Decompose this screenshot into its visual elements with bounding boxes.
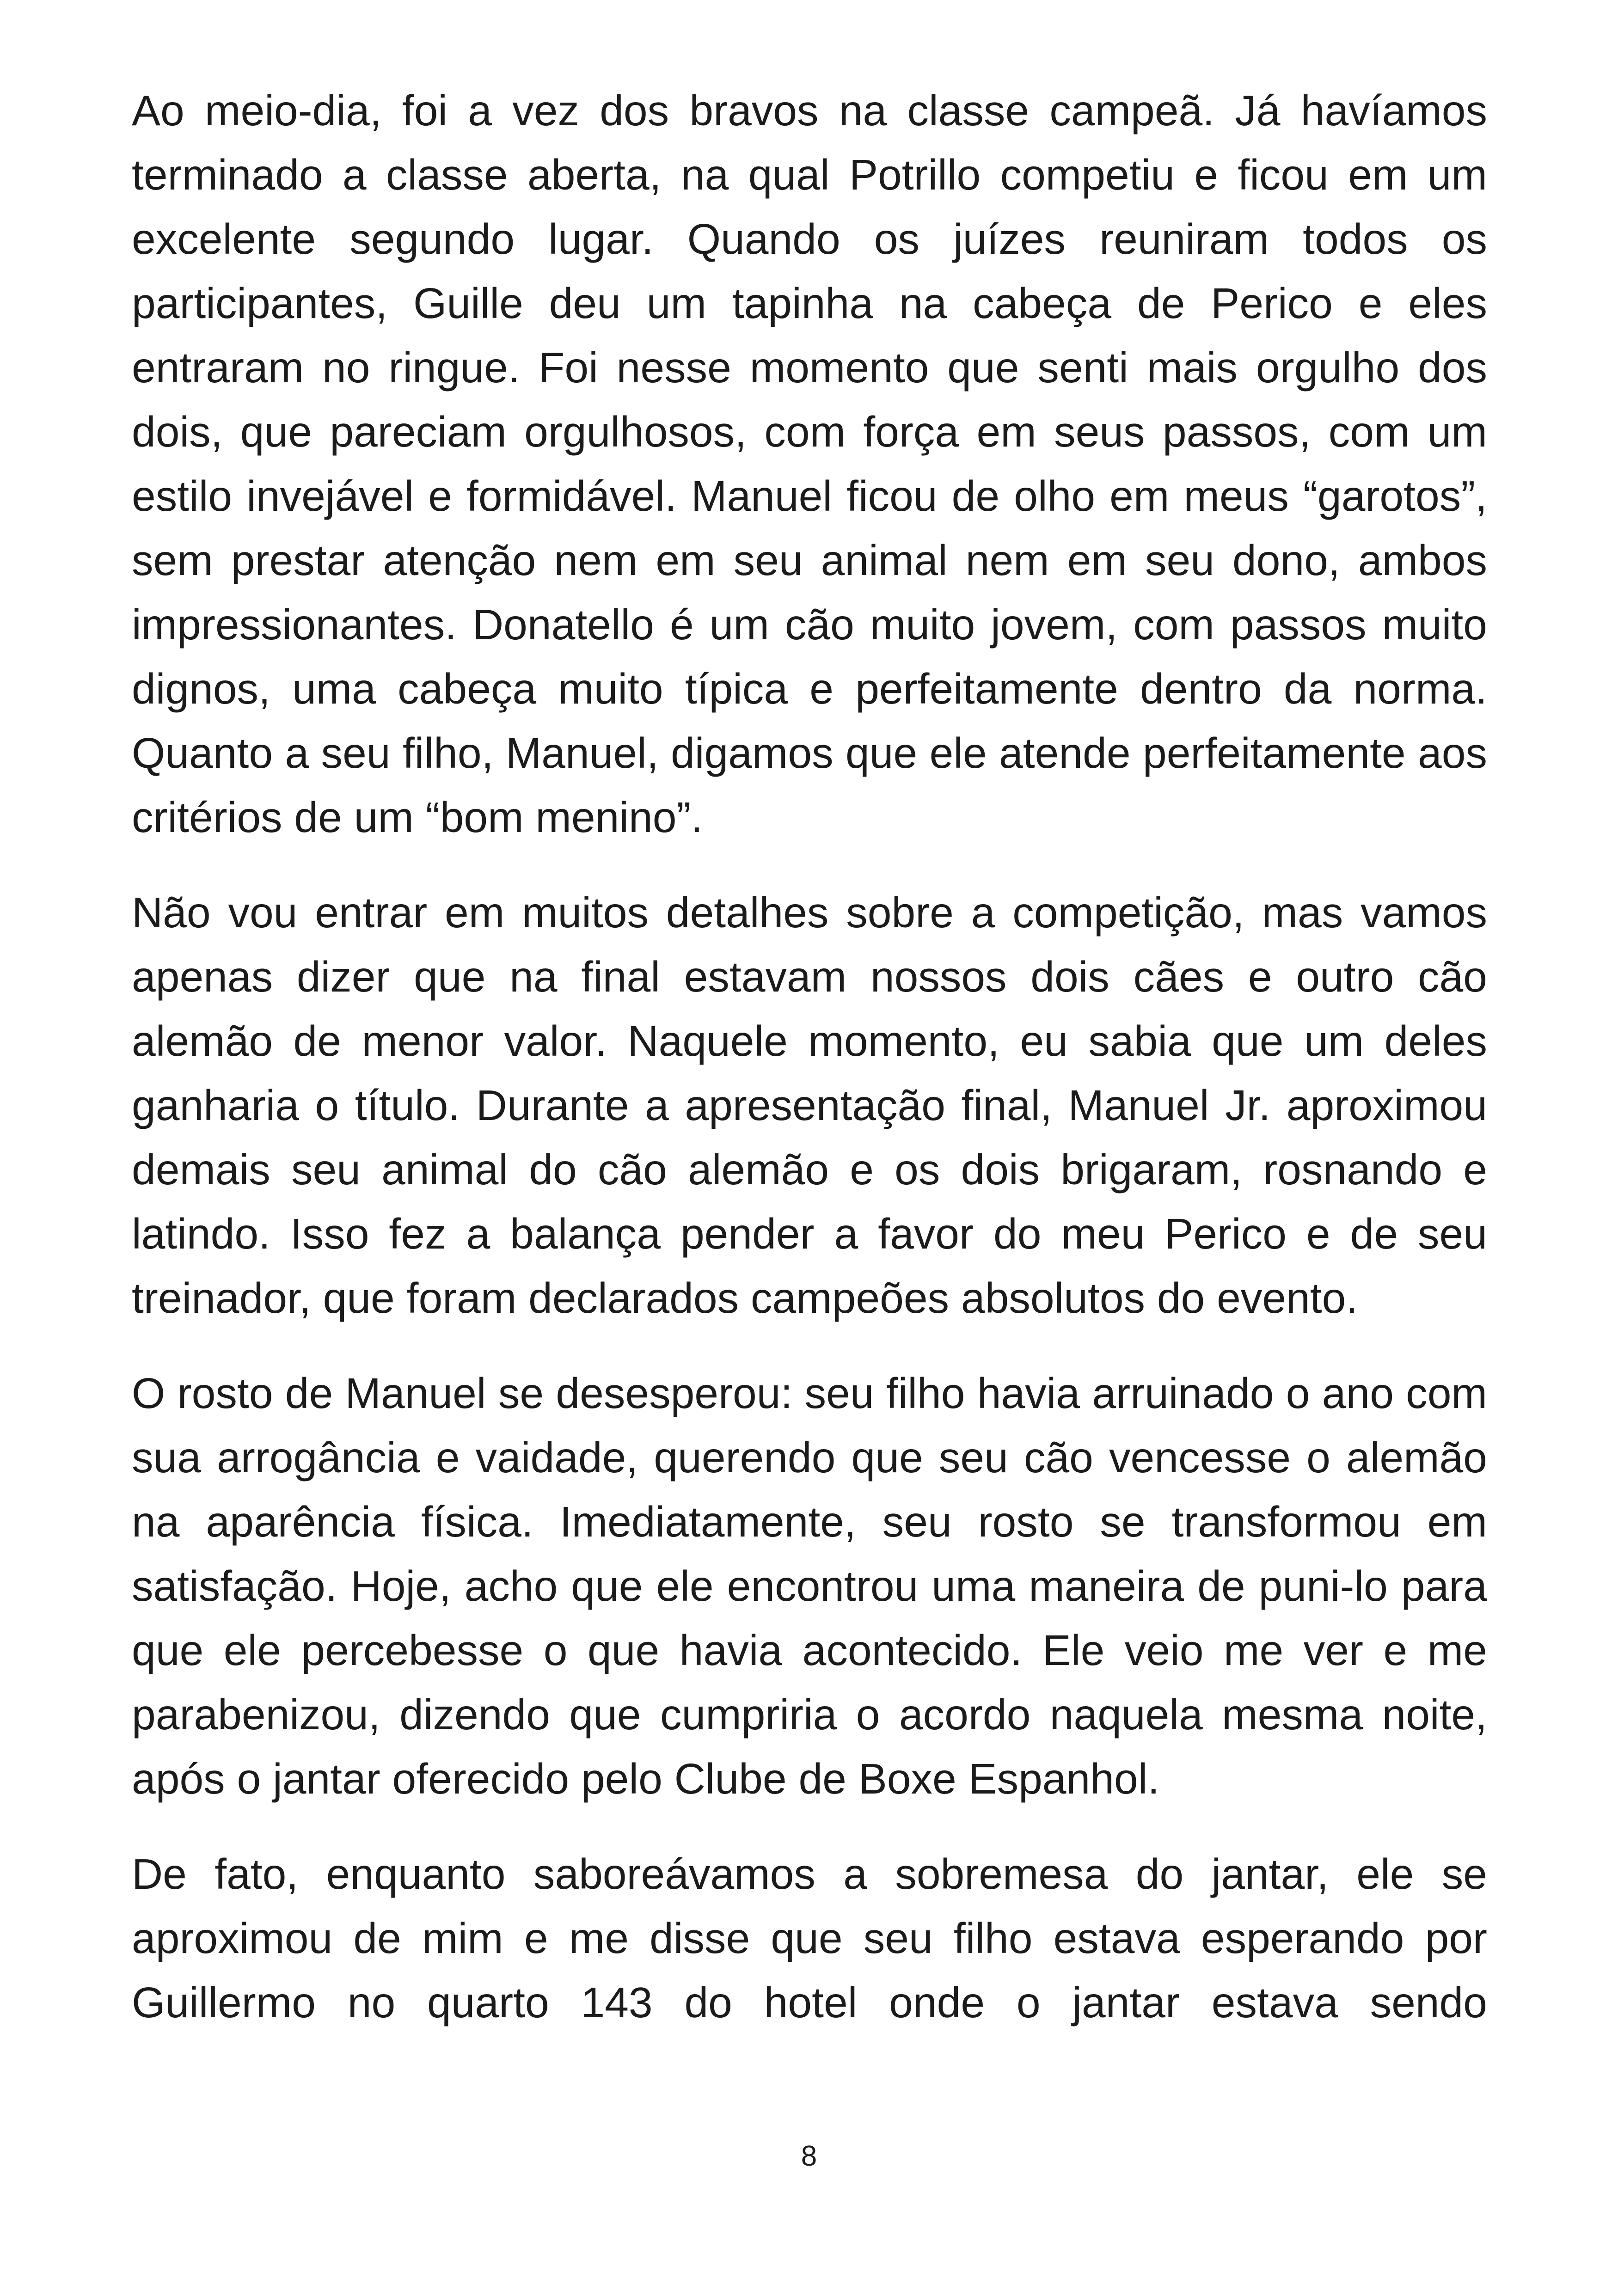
- page-number: 8: [801, 2140, 817, 2172]
- paragraph-1: Ao meio-dia, foi a vez dos bravos na classe campeã. Já havíamos terminado a classe aberta, na qual Potrillo competiu e ficou em um excelente segundo lugar. Quando os juízes reuniram todos os participantes, Guille deu um tapinha na cabeça de Perico e eles entraram no ringue. Foi nesse momento que senti mais orgulho dos dois, que pareciam orgulhosos, com força em seus passos, com um estilo invejável e formidável. Manuel ficou de olho em meus “garotos”, sem prestar atenção nem em seu animal nem em seu dono, ambos impressionantes. Donatello é um cão muito jovem, com passos muito dignos, uma cabeça muito típica e perfeitamente dentro da norma. Quanto a seu filho, Manuel, digamos que ele atende perfeitamente aos critérios de um “bom menino”.: [132, 86, 1487, 841]
- paragraph-4: De fato, enquanto saboreávamos a sobremesa do jantar, ele se aproximou de mim e me disse que seu filho estava esperando por Guillermo no quarto 143 do hotel onde o jantar estava sendo: [132, 1850, 1487, 2027]
- paragraph-3: O rosto de Manuel se desesperou: seu filho havia arruinado o ano com sua arrogância e vaidade, querendo que seu cão vencesse o alemão na aparência física. Imediatamente, seu rosto se transformou em satisfação. Hoje, acho que ele encontrou uma maneira de puni-lo para que ele percebesse o que havia acontecido. Ele veio me ver e me parabenizou, dizendo que cumpriria o acordo naquela mesma noite, após o jantar oferecido pelo Clube de Boxe Espanhol.: [132, 1369, 1487, 1803]
- paragraph-2: Não vou entrar em muitos detalhes sobre a competição, mas vamos apenas dizer que na final estavam nossos dois cães e outro cão alemão de menor valor. Naquele momento, eu sabia que um deles ganharia o título. Durante a apresentação final, Manuel Jr. aproximou demais seu animal do cão alemão e os dois brigaram, rosnando e latindo. Isso fez a balança pender a favor do meu Perico e de seu treinador, que foram declarados campeões absolutos do evento.: [132, 888, 1487, 1322]
- body-text: [132, 79, 1487, 2035]
